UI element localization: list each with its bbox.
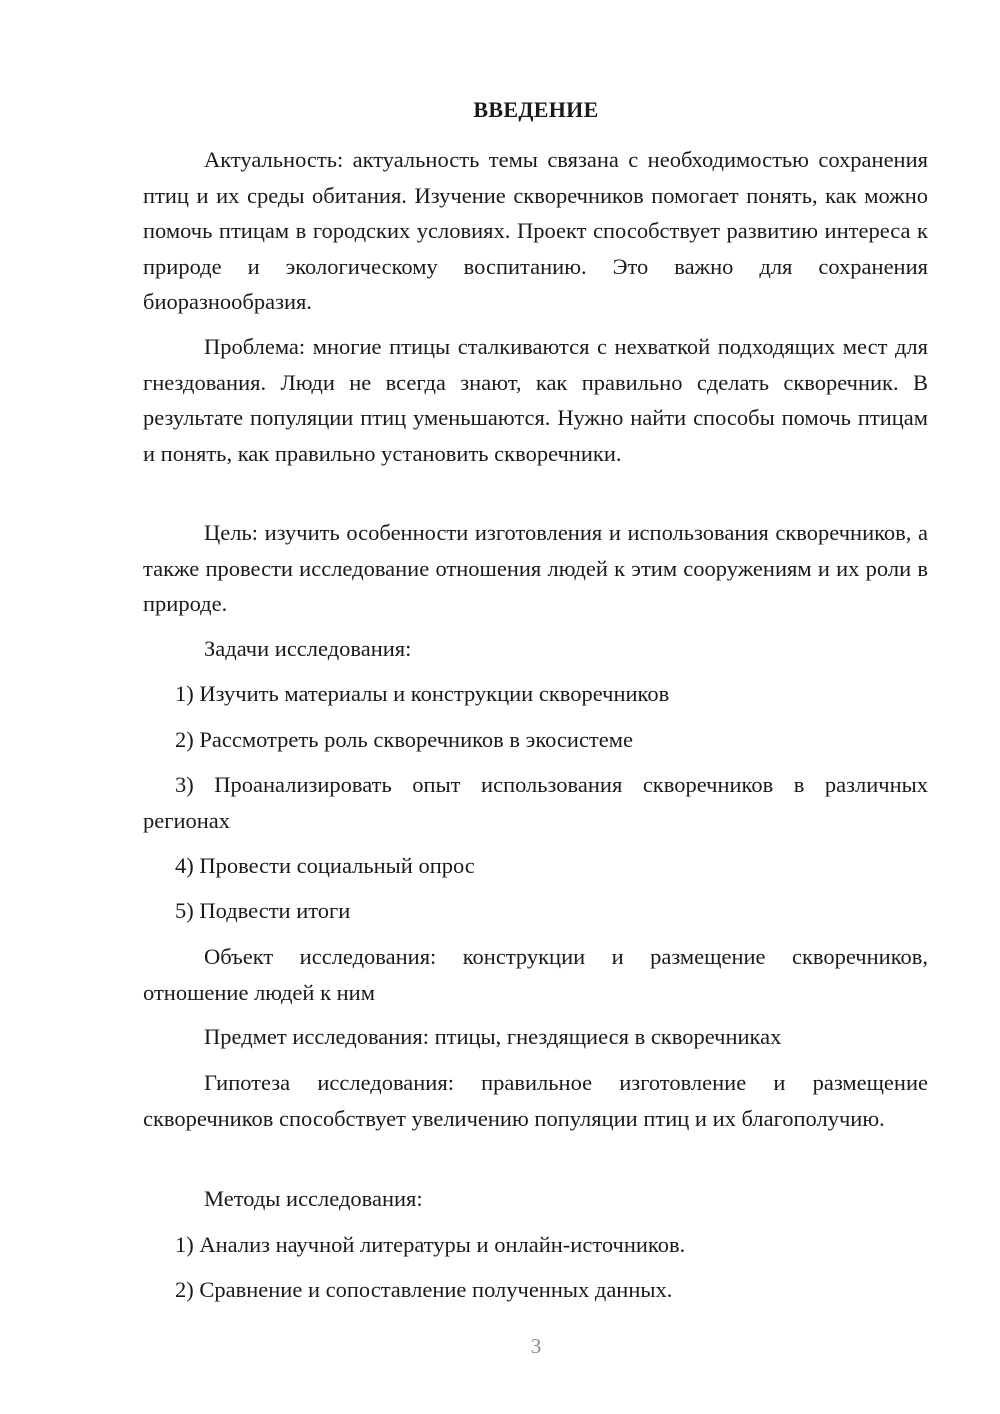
methods-title: Методы исследования: bbox=[204, 1186, 423, 1211]
method-item-1: 1) Анализ научной литературы и онлайн-источников. bbox=[175, 1232, 686, 1257]
relevance-paragraph: Актуальность: актуальность темы связана с необходимостью сохранения птиц и их среды обитания. Изучение скворечников помогает понять, как можно помочь птицам в городских условиях. Проект способствует развитию интереса к природе и экологическому воспитанию. Это важно для сохранения биоразнообразия. bbox=[143, 147, 928, 314]
goal-paragraph: Цель: изучить особенности изготовления и использования скворечников, а также провести исследование отношения людей к этим сооружениям и их роли в природе. bbox=[143, 520, 928, 616]
page-number: 3 bbox=[530, 1334, 542, 1358]
tasks-title: Задачи исследования: bbox=[204, 636, 412, 661]
subject-paragraph: Предмет исследования: птицы, гнездящиеся в скворечниках bbox=[204, 1024, 782, 1049]
task-item-1: 1) Изучить материалы и конструкции скворечников bbox=[175, 681, 670, 706]
problem-paragraph: Проблема: многие птицы сталкиваются с нехваткой подходящих мест для гнездования. Люди не всегда знают, как правильно сделать скворечник. В результате популяции птиц уменьшаются. Нужно найти способы помочь птицам и понять, как правильно установить скворечники. bbox=[143, 334, 928, 466]
section-heading: ВВЕДЕНИЕ bbox=[473, 97, 599, 122]
object-paragraph: Объект исследования: конструкции и размещение скворечников, отношение людей к ним bbox=[143, 944, 928, 1005]
task-item-2: 2) Рассмотреть роль скворечников в экосистеме bbox=[175, 727, 633, 752]
task-item-5: 5) Подвести итоги bbox=[175, 898, 351, 923]
hypothesis-paragraph: Гипотеза исследования: правильное изготовление и размещение скворечников способствует увеличению популяции птиц и их благополучию. bbox=[143, 1070, 928, 1131]
task-item-4: 4) Провести социальный опрос bbox=[175, 853, 475, 878]
task-item-3: 3) Проанализировать опыт использования скворечников в различных регионах bbox=[143, 772, 928, 833]
method-item-2: 2) Сравнение и сопоставление полученных данных. bbox=[175, 1277, 673, 1302]
